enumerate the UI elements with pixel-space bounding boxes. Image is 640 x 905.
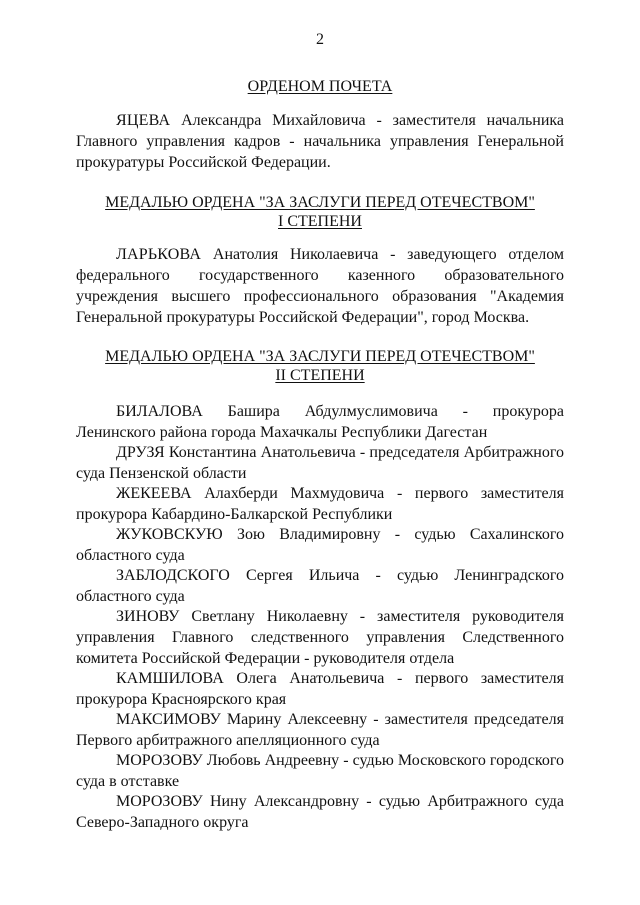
section-heading-medal-second-degree: [70, 347, 570, 385]
list-item: [76, 401, 564, 443]
section-heading-line: ОРДЕНОМ ПОЧЕТА: [247, 78, 393, 95]
list-item: [76, 524, 564, 566]
recipient-details: Любовь Андреевну - судью Московского городского суда в отставке: [76, 752, 564, 790]
recipient-details: Алахберди Махмудовича - первого заместителя прокурора Кабардино-Балкарской Республики: [76, 485, 565, 523]
recipient-details: Зою Владимировну - судью Сахалинского областного суда: [76, 526, 565, 564]
recipient-details: Нину Александровну - судью Арбитражного суда Северо-Западного округа: [76, 793, 565, 831]
list-item: [76, 565, 564, 607]
recipient-details: Башира Абдулмуслимовича - прокурора Ленинского района города Махачкалы Республики Дагестан: [76, 403, 565, 441]
list-item: [76, 750, 564, 792]
recipient-details: Александра Михайловича - заместителя начальника Главного управления кадров - начальника управления Генеральной прокуратуры Российской Федерации.: [76, 112, 565, 171]
list-item: [76, 483, 564, 525]
recipient-name: ДРУЗЯ: [116, 444, 165, 461]
award-list-second-degree: [76, 401, 564, 832]
list-item: [76, 606, 564, 669]
recipient-name: КАМШИЛОВА: [116, 670, 224, 687]
list-item: [76, 668, 564, 710]
recipient-name: БИЛАЛОВА: [116, 403, 203, 420]
list-item: [76, 791, 564, 833]
recipient-name: МОРОЗОВУ: [116, 752, 203, 769]
list-item: [76, 709, 564, 751]
recipient-name: МАКСИМОВУ: [116, 711, 221, 728]
recipient-name: МОРОЗОВУ: [116, 793, 203, 810]
recipient-name: ЖЕКЕЕВА: [116, 485, 192, 502]
award-entry: [76, 110, 564, 173]
award-entry: [76, 244, 564, 328]
section-heading-line: I СТЕПЕНИ: [278, 213, 362, 230]
recipient-details: Светлану Николаевну - заместителя руководителя управления Главного следственного управления Следственного комитета Российской Федерации - руководителя отдела: [76, 608, 564, 667]
recipient-details: Константина Анатольевича - председателя Арбитражного суда Пензенской области: [76, 444, 565, 482]
section-heading-line: II СТЕПЕНИ: [275, 367, 365, 384]
recipient-details: Анатолия Николаевича - заведующего отделом федерального государственного казенного образовательного учреждения высшего профессионального образования "Академия Генеральной прокуратуры Российской Федерации", город Москва.: [76, 246, 565, 326]
recipient-name: ЛАРЬКОВА: [116, 246, 202, 263]
recipient-name: ЗИНОВУ: [116, 608, 180, 625]
list-item: [76, 442, 564, 484]
section-heading-line: МЕДАЛЬЮ ОРДЕНА "ЗА ЗАСЛУГИ ПЕРЕД ОТЕЧЕСТВОМ": [105, 194, 535, 211]
section-heading-order-of-honor: [70, 77, 570, 96]
section-heading-line: МЕДАЛЬЮ ОРДЕНА "ЗА ЗАСЛУГИ ПЕРЕД ОТЕЧЕСТВОМ": [105, 348, 535, 365]
section-heading-medal-first-degree: [70, 193, 570, 231]
page-number: 2: [316, 31, 324, 48]
recipient-details: Сергея Ильича - судью Ленинградского областного суда: [76, 567, 564, 605]
recipient-details: Олега Анатольевича - первого заместителя прокурора Красноярского края: [76, 670, 565, 708]
recipient-name: ЗАБЛОДСКОГО: [116, 567, 230, 584]
recipient-name: ЯЦЕВА: [116, 112, 171, 129]
recipient-name: ЖУКОВСКУЮ: [116, 526, 223, 543]
recipient-details: Марину Алексеевну - заместителя председателя Первого арбитражного апелляционного суда: [76, 711, 564, 749]
